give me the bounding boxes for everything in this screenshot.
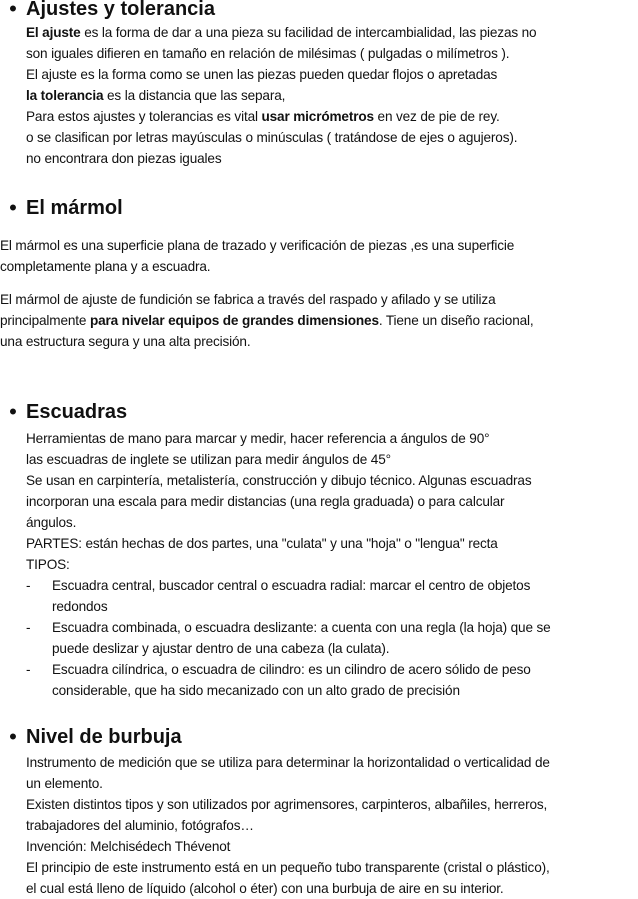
paragraph-line: Para estos ajustes y tolerancias es vital usar micrómetros en vez de pie de rey. (26, 109, 500, 124)
paragraph-line: Herramientas de mano para marcar y medir, hacer referencia a ángulos de 90° (26, 431, 490, 446)
paragraph-line: incorporan una escala para medir distancias (una regla graduada) o para calcular (26, 494, 505, 509)
paragraph-line: las escuadras de inglete se utilizan para medir ángulos de 45° (26, 452, 391, 467)
paragraph-line: El principio de este instrumento está en un pequeño tubo transparente (cristal o plástico), (26, 860, 550, 875)
paragraph-line: ángulos. (26, 515, 77, 530)
paragraph-line: PARTES: están hechas de dos partes, una "culata" y una "hoja" o "lengua" recta (26, 536, 498, 551)
paragraph-line: Se usan en carpintería, metalistería, construcción y dibujo técnico. Algunas escuadras (26, 473, 532, 488)
list-item-continuation: puede deslizar y ajustar dentro de una cabeza (la culata). (52, 641, 390, 656)
paragraph-line: la tolerancia es la distancia que las separa, (26, 88, 286, 103)
bullet-icon: • (9, 399, 17, 424)
list-item: Escuadra cilíndrica, o escuadra de cilindro: es un cilindro de acero sólido de peso (52, 662, 531, 677)
list-item: Escuadra combinada, o escuadra deslizante: a cuenta con una regla (la hoja) que se (52, 620, 551, 635)
paragraph-line: Instrumento de medición que se utiliza para determinar la horizontalidad o verticalidad de (26, 755, 550, 770)
paragraph-line: completamente plana y a escuadra. (0, 259, 211, 274)
paragraph-line: El mármol de ajuste de fundición se fabrica a través del raspado y afilado y se utiliza (0, 292, 496, 307)
paragraph-line: Invención: Melchisédech Thévenot (26, 839, 231, 854)
bullet-icon: • (9, 195, 17, 220)
paragraph-line: el cual está lleno de líquido (alcohol o éter) con una burbuja de aire en su interior. (26, 881, 504, 896)
paragraph-line: principalmente para nivelar equipos de grandes dimensiones. Tiene un diseño racional, (0, 313, 534, 328)
paragraph-line: trabajadores del aluminio, fotógrafos… (26, 818, 254, 833)
bold-term: la tolerancia (26, 88, 104, 103)
paragraph-line: Existen distintos tipos y son utilizados por agrimensores, carpinteros, albañiles, herreros, (26, 797, 548, 812)
bold-term: para nivelar equipos de grandes dimensiones (89, 313, 379, 328)
list-item-continuation: considerable, que ha sido mecanizado con un alto grado de precisión (52, 683, 460, 698)
paragraph-line: TIPOS: (26, 557, 70, 572)
list-dash: - (26, 662, 31, 677)
section-heading-escuadras (0, 398, 638, 426)
section-heading-marmol (0, 194, 638, 222)
paragraph-line: El ajuste es la forma de dar a una pieza su facilidad de intercambialidad, las piezas no (26, 25, 537, 40)
heading-title: El mármol (26, 197, 123, 219)
paragraph-line: un elemento. (26, 776, 103, 791)
paragraph-line: El ajuste es la forma como se unen las piezas pueden quedar flojos o apretadas (26, 67, 498, 82)
paragraph-line: una estructura segura y una alta precisión. (0, 334, 251, 349)
heading-title: Nivel de burbuja (26, 726, 182, 748)
section-heading-ajustes (0, 0, 638, 23)
list-dash: - (26, 620, 31, 635)
paragraph-line: El mármol es una superficie plana de trazado y verificación de piezas ,es una superficie (0, 238, 515, 253)
section-heading-nivel (0, 723, 638, 751)
list-item: Escuadra central, buscador central o escuadra radial: marcar el centro de objetos (52, 578, 531, 593)
paragraph-line: son iguales difieren en tamaño en relación de milésimas ( pulgadas o milímetros ). (26, 46, 510, 61)
heading-title: Escuadras (26, 401, 128, 423)
bullet-icon: • (9, 0, 17, 21)
paragraph-line: o se clasifican por letras mayúsculas o minúsculas ( tratándose de ejes o agujeros). (26, 130, 518, 145)
bullet-icon: • (9, 724, 17, 749)
list-item-continuation: redondos (52, 599, 108, 614)
paragraph-line: no encontrara don piezas iguales (26, 151, 222, 166)
bold-term: usar micrómetros (261, 109, 374, 124)
list-dash: - (26, 578, 31, 593)
bold-term: El ajuste (26, 25, 81, 40)
heading-title: Ajustes y tolerancia (26, 0, 215, 20)
